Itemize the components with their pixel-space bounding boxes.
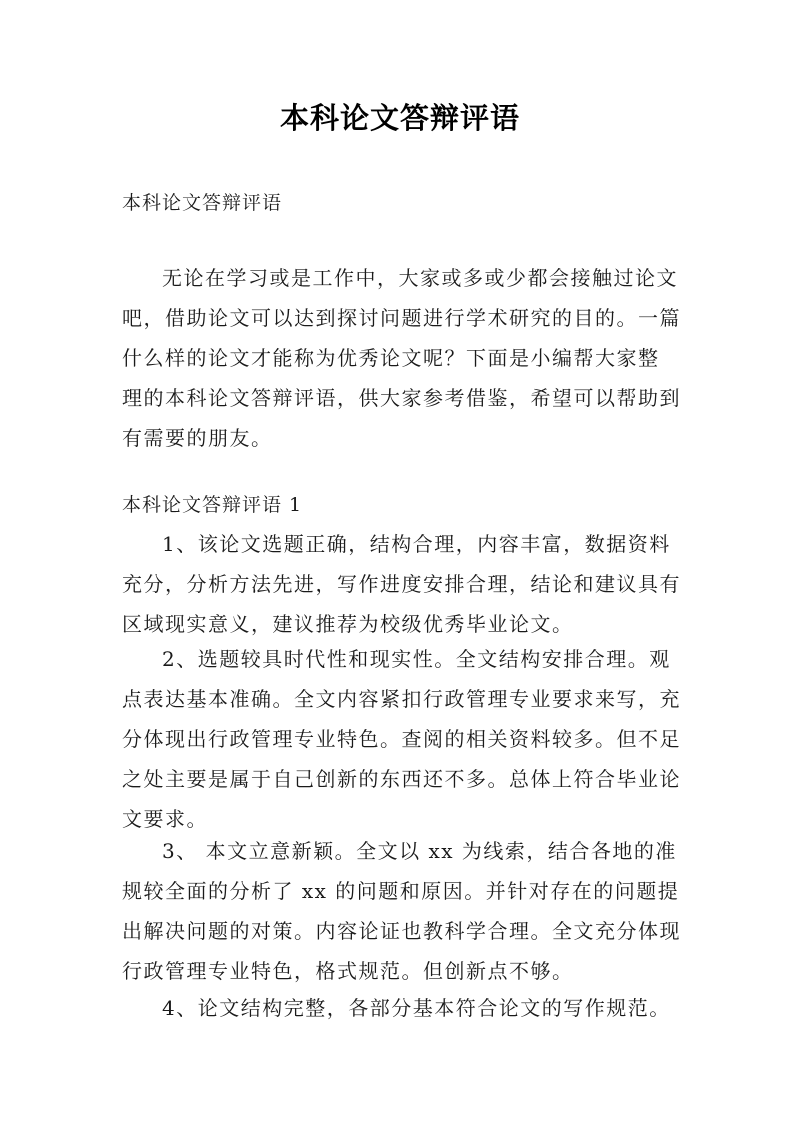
item-line: 3、 本文立意新颖。全文以 xx 为线索，结合各地的准 — [162, 839, 677, 863]
section-heading: 本科论文答辩评语 1 — [122, 494, 303, 516]
item-line: 分体现出行政管理专业特色。查阅的相关资料较多。但不足 — [122, 727, 681, 751]
item-line: 之处主要是属于自己创新的东西还不多。总体上符合毕业论 — [122, 767, 681, 791]
document-title: 本科论文答辩评语 — [279, 101, 520, 135]
item-line: 区域现实意义，建议推荐为校级优秀毕业论文。 — [122, 612, 574, 636]
item-line: 出解决问题的对策。内容论证也教科学合理。全文充分体现 — [122, 919, 681, 943]
intro-line: 有需要的朋友。 — [122, 426, 273, 450]
intro-line: 吧，借助论文可以达到探讨问题进行学术研究的目的。一篇 — [122, 306, 681, 330]
item-line: 1、该论文选题正确，结构合理，内容丰富，数据资料 — [162, 532, 671, 556]
intro-line: 什么样的论文才能称为优秀论文呢？下面是小编帮大家整 — [122, 346, 660, 370]
intro-line: 无论在学习或是工作中，大家或多或少都会接触过论文 — [162, 266, 678, 290]
item-line: 2、选题较具时代性和现实性。全文结构安排合理。观 — [162, 647, 671, 671]
item-line: 充分，分析方法先进，写作进度安排合理，结论和建议具有 — [122, 572, 681, 596]
intro-line: 理的本科论文答辩评语，供大家参考借鉴，希望可以帮助到 — [122, 386, 681, 410]
item-line: 点表达基本准确。全文内容紧扣行政管理专业要求来写，充 — [122, 687, 681, 711]
item-line: 规较全面的分析了 xx 的问题和原因。并针对存在的问题提 — [122, 879, 680, 903]
item-line: 4、论文结构完整，各部分基本符合论文的写作规范。 — [162, 996, 671, 1020]
item-line: 行政管理专业特色，格式规范。但创新点不够。 — [122, 959, 574, 983]
document-subtitle: 本科论文答辩评语 — [122, 192, 283, 214]
item-line: 文要求。 — [122, 807, 208, 831]
